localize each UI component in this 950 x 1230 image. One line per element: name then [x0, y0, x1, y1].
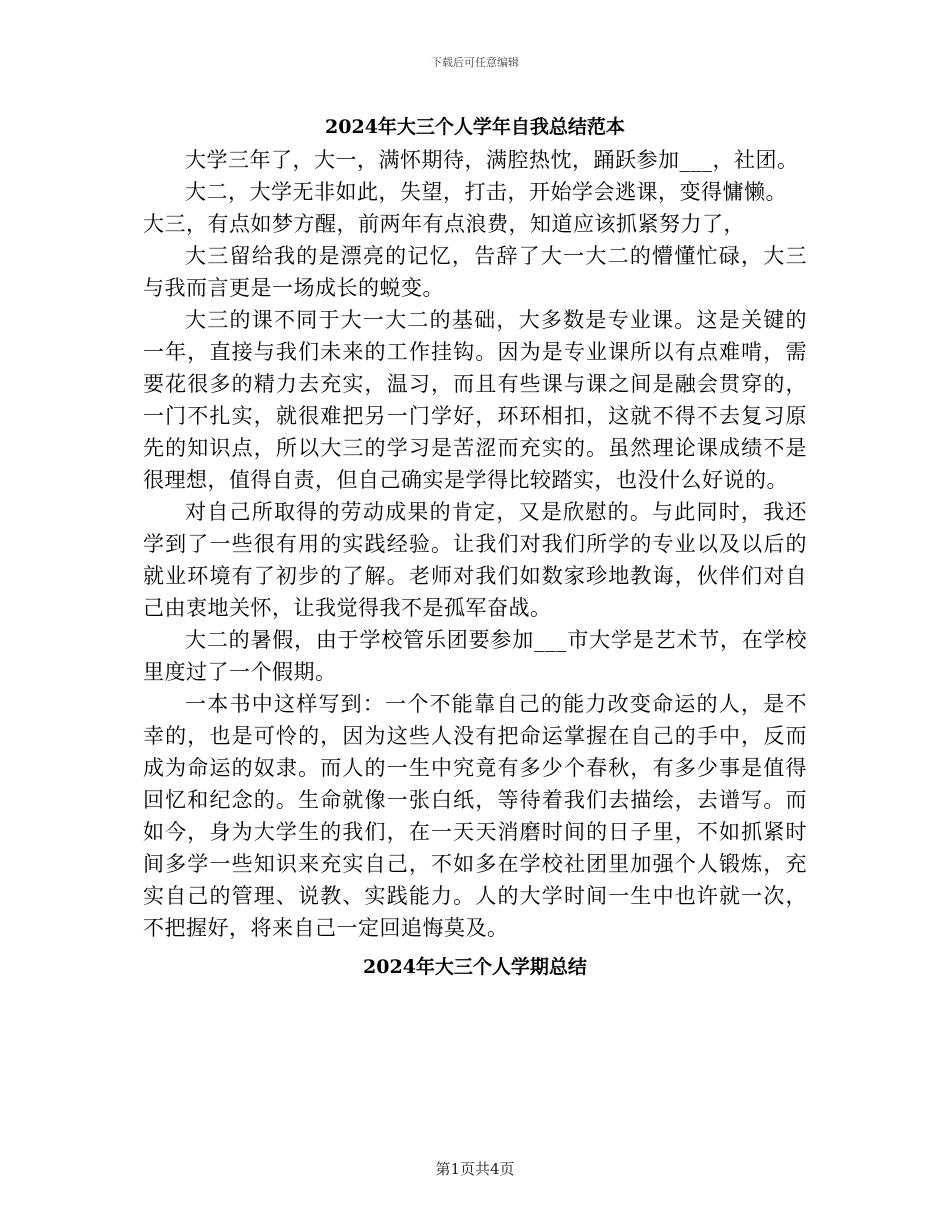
header-note: 下载后可任意编辑: [431, 56, 519, 69]
section-subtitle: 2024年大三个人学期总结: [363, 956, 587, 978]
page-number: 第1页共4页: [435, 1160, 515, 1178]
paragraph: 大三留给我的是漂亮的记忆，告辞了大一大二的懵懂忙碌，大三与我而言更是一场成长的蜕变。: [143, 244, 807, 300]
paragraph: 大学三年了，大一，满怀期待，满腔热忱，踊跃参加___，社团。: [185, 148, 799, 172]
paragraph: 大三的课不同于大一大二的基础，大多数是专业课。这是关键的一年，直接与我们未来的工作挂钩。因为是专业课所以有点难啃，需要花很多的精力去充实，温习，而且有些课与课之间是融会贯穿的，一门不扎实，就很难把另一门学好，环环相扣，这就不得不去复习原先的知识点，所以大三的学习是苦涩而充实的。虽然理论课成绩不是很理想，值得自责，但自己确实是学得比较踏实，也没什么好说的。: [143, 308, 807, 492]
document-title: 2024年大三个人学年自我总结范本: [325, 116, 625, 138]
paragraph: 对自己所取得的劳动成果的肯定，又是欣慰的。与此同时，我还学到了一些很有用的实践经验。让我们对我们所学的专业以及以后的就业环境有了初步的了解。老师对我们如数家珍地教诲，伙伴们对自己由衷地关怀，让我觉得我不是孤军奋战。: [143, 500, 807, 620]
document-body: [143, 112, 807, 982]
paragraph: 一本书中这样写到：一个不能靠自己的能力改变命运的人，是不幸的，也是可怜的，因为这些人没有把命运掌握在自己的手中，反而成为命运的奴隶。而人的一生中究竟有多少个春秋，有多少事是值得回忆和纪念的。生命就像一张白纸，等待着我们去描绘，去谱写。而如今，身为大学生的我们，在一天天消磨时间的日子里，不如抓紧时间多学一些知识来充实自己，不如多在学校社团里加强个人锻炼，充实自己的管理、说教、实践能力。人的大学时间一生中也许就一次，不把握好，将来自己一定回追悔莫及。: [143, 692, 807, 940]
paragraph: 大三，有点如梦方醒，前两年有点浪费，知道应该抓紧努力了，: [143, 212, 745, 236]
paragraph: 大二，大学无非如此，失望，打击，开始学会逃课，变得慵懒。: [185, 180, 787, 204]
paragraph: 大二的暑假，由于学校管乐团要参加___市大学是艺术节，在学校里度过了一个假期。: [143, 628, 807, 684]
